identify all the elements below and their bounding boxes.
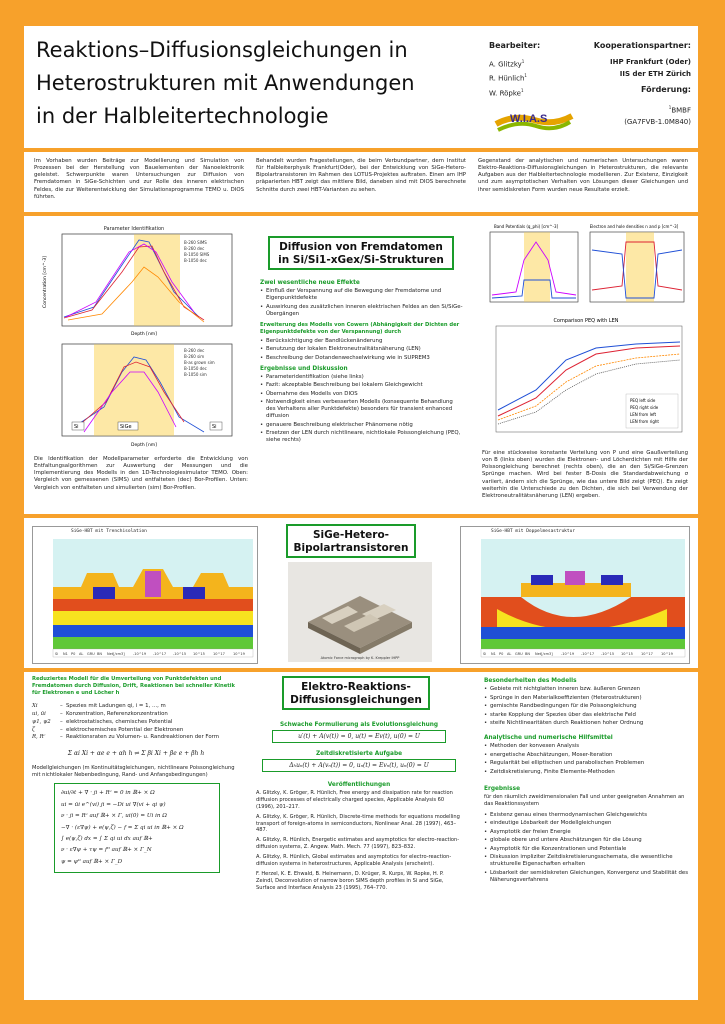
poster-title [36,34,476,133]
publication: A. Glitzky, R. Hünlich, Energetic estimates and asymptotics for electro-reaction-diffusion systems, Z. Angew. Math. Mech. 77 (1997), 823–832. [256,837,460,851]
model-column [32,676,240,873]
diffusion-title-box [268,236,454,270]
list-item: • Diskussion impliziter Zeitdiskretisierungsschemata, die wesentliche strukturelle Eigenschaften erhalten [484,854,690,868]
weak-title: Schwache Formulierung als Evolutionsgleichung [280,722,438,728]
electro-title-box [282,676,430,710]
equation: −∇ · (ε∇ψ) + e(ψ,ζ) − f = Σ qi ui in ℝ+ × Ω [61,824,184,831]
svg-text:B-1050 SIMS: B-1050 SIMS [184,252,210,257]
svg-text:Comparison PEQ with LEN: Comparison PEQ with LEN [553,318,619,324]
svg-text:B-260 dec: B-260 dec [184,246,205,251]
peq-legend [626,394,678,428]
peq-charts [476,220,690,448]
svg-text:-10^15: -10^15 [173,652,187,656]
list-item: • genauere Beschreibung elektrischer Phänomene nötig [260,422,464,429]
svg-text:Concentration [cm^-3]: Concentration [cm^-3] [43,256,48,308]
electro-middle [256,718,462,894]
equation: ν · ji = Rᶜ auf ℝ+ × Γ, ui(0) = Ui in Ω [61,813,167,820]
author-2: R. Hünlich$^1$ [489,73,527,83]
svg-text:P0: P0 [71,652,76,656]
svg-text:Depth [nm]: Depth [nm] [131,332,157,337]
logo-icon [494,106,574,136]
kooperation-label: Kooperationspartner: [593,41,691,50]
diffusion-title-2: in Si/Si1-xGex/Si-Strukturen [278,254,444,267]
svg-text:Si: Si [483,652,487,656]
hbt-title-2: Bipolartransistoren [293,542,409,555]
svg-text:GRU: GRU [515,652,523,656]
list-item: • Asymptotik für die Konzentrationen und Potentiale [484,846,690,853]
publication: F. Herzel, K. E. Ehwald, B. Heinemann, D. Krüger, R. Kurps, W. Ropke, H. P. Zeindl, Deconvolution of narrow boron SIMS depth profiles in Si and SiGe, Surface and Interface Analysis 23 (1995), 764–770. [256,870,444,891]
svg-text:SiGe: SiGe [120,424,132,430]
list-item: • Asymptotik der freien Energie [484,829,690,836]
bottom-panel [24,672,698,1000]
hbt-panel [24,518,698,668]
foerderung-label: Förderung: [641,85,691,94]
left-sim-plot [33,527,258,664]
disc-equation: Δₕuₙ(t) + A(vₙ(t)) = 0, uₙ(t) = Evₙ(t), uₙ(0) = U [262,759,456,772]
svg-text:AL: AL [79,652,84,656]
author-1: A. Glitzky$^1$ [489,59,525,69]
svg-text:AL: AL [507,652,512,656]
effects-title: Zwei wesentliche neue Effekte [260,280,360,286]
svg-text:Electron and hole densities n: Electron and hole densities n and p [cm^-3] [589,224,679,229]
ergebnisse-title: Ergebnisse [484,785,520,792]
svg-text:LEN from left: LEN from left [630,412,657,417]
list-item: • energetische Abschätzungen, Moser-Iteration [484,752,690,759]
svg-text:-10^17: -10^17 [153,652,167,656]
tools-title: Analytische und numerische Hilfsmittel [484,735,613,742]
right-sim-image [460,526,690,664]
right-caption: Für eine stückweise konstante Verteilung von P und eine Gaußverteilung von B (links oben) wurden die Elektronen- und Löcherdichten mit Hilfe der Poissongleichung berechnet (rechts oben), die an den Si/SiGe-Grenzen Sprünge machen. Wird bei fester B-Dosis die Standardabweichung σ variiert, ändern sich die Sprünge, wie das untere Bild zeigt (PEQ). Es zeigt weiterhin die Unterschiede zu den Dichten, die sich bei Verwendung der Elektroneutralitätsnäherung (LEN) ergeben. [482,450,688,499]
equation: ψ = ψᴰ auf ℝ+ × Γ_D [61,858,123,865]
svg-text:N1: N1 [63,652,68,656]
svg-text:GRU: GRU [87,652,95,656]
svg-text:PEQ left side: PEQ left side [630,398,656,403]
list-item: • Fazit: akzeptable Beschreibung bei lokalem Gleichgewicht [260,382,464,389]
left-sim-label: SiGe-HBT mit Trenchisolation [71,529,147,534]
svg-text:BN: BN [97,652,103,656]
list-item: • Beschreibung der Dotandenwechselwirkung wie in SUPREM3 [260,355,464,362]
svg-text:Parameter Identifikation: Parameter Identifikation [103,226,165,232]
equation: ∂ui/∂t + ∇ · ji + Rᶜ = 0 in ℝ+ × Ω [61,790,155,797]
funding: $^1$BMBF [668,105,691,115]
symbol-row: Xi – Spezies mit Ladungen qi, i = 1, ..., m [32,703,166,710]
list-item: • Zeitdiskretisierung, Finite Elemente-Methoden [484,769,690,776]
author-3: W. Röpke$^1$ [489,87,524,97]
equation: ui = ūi e^(vi) ji = −Di ui ∇(vi + qi ψ) [61,801,166,808]
reaction-equation: Σ αi Xi + αe e + αh h ⇌ Σ βi Xi + βe e + βh h [67,750,205,758]
afm-micrograph [288,562,432,662]
bearbeiter-label: Bearbeiter: [489,41,541,50]
electro-title-2: Diffusionsgleichungen [290,694,422,707]
svg-text:B-260 sim: B-260 sim [184,354,205,359]
svg-text:10^17: 10^17 [213,652,225,656]
title-line-2: Heterostrukturen mit Anwendungen [36,71,415,95]
list-item: • Einfluß der Verspannung auf die Bewegung der Fremdatome und Eigenpunktdefekte [260,288,464,302]
symbol-row: ψ1, ψ2 – elektrostatisches, chemisches Potential [32,718,173,725]
right-sim-plot [461,527,690,664]
partner-1: IHP Frankfurt (Oder) [609,58,691,66]
special-list [484,686,690,727]
svg-text:10^19: 10^19 [233,652,245,656]
intro-col-2: Behandelt wurden Fragestellungen, die beim Verbundpartner, dem Institut für Halbleiterphysik Frankfurt(Oder), bei der Entwicklung von SiGe-Hetero-Bipolartransistoren im Rahmen des LOTUS-Projektes auftraten. Einen am IHP präparierten HBT zeigt das mittlere Bild, daneben sind mit DIOS berechnete Schnitte durch zwei HBT-Varianten zu sehen. [256,158,466,193]
svg-text:-10^17: -10^17 [581,652,595,656]
svg-text:P0: P0 [499,652,504,656]
intro-panel [24,152,698,212]
wias-logo [494,106,574,136]
list-item: • Auswirkung des zusätzlichen inneren elektrischen Feldes an den Si/SiGe-Übergängen [260,304,464,318]
svg-text:BN: BN [525,652,531,656]
svg-text:B-260 SIMS: B-260 SIMS [184,240,207,245]
svg-text:Net[/cm3]: Net[/cm3] [535,652,553,656]
svg-text:B-as grown sim: B-as grown sim [184,360,215,365]
pub-list [256,790,462,891]
svg-text:-10^15: -10^15 [601,652,615,656]
svg-text:Atomic Force micrograph by K.: Atomic Force micrograph by K. Kreppler IHPP [320,656,400,660]
svg-text:Band Potentials (q_phi) [cm^-3: Band Potentials (q_phi) [cm^-3] [493,224,559,229]
list-item: • Notwendigkeit eines verbesserten Modells (konsequente Behandlung des Verhaltens aller Punktdefekte) besonders für transient enhanced diffusion [260,399,464,420]
results-list [260,374,464,445]
list-item: • Ersetzen der LEN durch nichtlineare, nichtlokale Poissongleichung (PEQ, siehe rechts) [260,430,464,444]
funding-code: (GA7FVB-1.0M840) [624,118,691,127]
diffusion-title-1: Diffusion von Fremdatomen [279,241,443,253]
list-item: • gemischte Randbedingungen für die Poissongleichung [484,703,690,710]
svg-text:B-260 dec: B-260 dec [184,348,205,353]
svg-text:Si: Si [55,652,59,656]
special-title: Besonderheiten des Modells [484,678,577,684]
partner-2: IIS der ETH Zürich [619,70,691,78]
weak-equation: u′(t) + A(v(t)) = 0, u(t) = Ev(t), u(0) = U [272,730,446,743]
svg-text:B-1050 sim: B-1050 sim [184,372,207,377]
hbt-title-1: SiGe-Hetero- [312,529,390,541]
svg-text:10^17: 10^17 [641,652,653,656]
right-sim-label: SiGe-HBT mit Doppelmesastruktur [491,529,575,534]
eq-title: Modellgleichungen (m Kontinuitätsgleichungen, nichtlineare Poissongleichung mit nichtlokaler Nebenbedingung, Rand- und Anfangsbedingungen) [32,765,235,779]
intro-col-1: Im Vorhaben wurden Beiträge zur Modellierung und Simulation von Prozessen bei der Herstellung von Bauelementen der Nanoelektronik geleistet. Schwerpunkte waren Untersuchungen zur Diffusion von Fremdatomen in SiGe-Schichten und zur Rolle des inneren elektrischen Feldes, die zur Weiterentwicklung der Simulationsprogramme TEMO u. DIOS führten. [34,158,244,200]
svg-text:10^15: 10^15 [193,652,205,656]
svg-text:-10^19: -10^19 [133,652,147,656]
left-charts [34,222,248,460]
svg-text:LEN from right: LEN from right [630,419,659,424]
list-item: • Parameteridentifikation (siehe links) [260,374,464,381]
ergebnisse-list [484,812,690,884]
svg-text:Si: Si [212,424,217,430]
authors-block [489,40,569,99]
electro-title-1: Elektro-Reaktions- [301,681,411,693]
diffusion-middle-text [260,276,464,446]
list-item: • Sprünge in den Materialkoeffizienten (Heterostrukturen) [484,695,690,702]
svg-text:PEQ right side: PEQ right side [630,405,659,410]
model-header: Reduziertes Modell für die Umverteilung von Punktdefekten und Fremdatomen durch Diffusion, Drift, Reaktionen bei schneller Kinetik für Elektronen e und Löcher h [32,676,235,697]
svg-text:B-1050 dec: B-1050 dec [184,258,207,263]
micrograph-image [288,562,432,662]
equation: ν · ε∇ψ + τψ = fᴳ auf ℝ+ × Γ_N [61,847,152,854]
publication: A. Glitzky, R. Hünlich, Global estimates and asymptotics for electro-reaction-diffusion systems in heterostructures, Applicable Analysis (erscheint). [256,854,452,867]
svg-text:10^19: 10^19 [661,652,673,656]
list-item: • Methoden der konvexen Analysis [484,743,690,750]
title-line-1: Reaktions–Diffusionsgleichungen in [36,38,408,62]
model-equations-box [54,783,220,873]
publication: A. Glitzky, K. Gröger, R. Hünlich, Discrete-time methods for equations modelling transport of foreign-atoms in semiconductors, Nonlinear Anal. 28 (1997), 463–487. [256,813,460,834]
cowern-list [260,338,464,362]
list-item: • eindeutige Lösbarkeit der Modellgleichungen [484,820,690,827]
svg-text:Depth [nm]: Depth [nm] [131,443,157,448]
list-item: • Regularität bei elliptischen und parabolischen Problemen [484,760,690,767]
list-item: • steife Nichtlinearitäten durch Reaktionen hoher Ordnung [484,720,690,727]
list-item: • Berücksichtigung der Bandlückenänderung [260,338,464,345]
symbol-row: R, Rᶜ – Reaktionsraten zu Volumen- u. Randreaktionen der Form [32,734,220,741]
symbol-row: ζ – elektrochemisches Potential der Elektronen [32,726,184,733]
cowern-title: Erweiterung des Modells von Cowern (Abhängigkeit der Dichten der Eigenpunktdefekte von der Verspannung) durch [260,321,460,335]
left-sim-image [32,526,258,664]
svg-text:Si: Si [74,424,79,430]
effects-list [260,288,464,318]
svg-text:W.I.A.S: W.I.A.S [510,113,548,125]
list-item: • Lösbarkeit der semidiskreten Gleichungen, Konvergenz und Stabilität des Näherungsverfahrens [484,870,690,884]
header-panel [24,26,698,148]
symbol-table [32,703,240,742]
list-item: • starke Kopplung der Spezies über das elektrische Feld [484,712,690,719]
publication: A. Glitzky, K. Gröger, R. Hünlich, Free energy and dissipation rate for reaction diffusion processes of electrically charged species, Applicable Analysis 60 (1996), 201–217. [256,790,453,810]
disc-title: Zeitdiskretisierte Aufgabe [315,751,403,757]
intro-col-3: Gegenstand der analytischen und numerischen Untersuchungen waren Elektro-Reaktions-Diffusionsgleichungen in Heterostrukturen, die relevante Aufgaben aus der Halbleitertechnologie modellieren. Zur Existenz, Einzigkeit und zum asymptotischen Verhalten von Lösungen dieser Gleichungen und ihrer semidiskreten Form wurden neue Resultate erzielt. [478,158,688,193]
symbol-row: ui, ūi – Konzentration, Referenzkonzentration [32,710,168,717]
equation: ∫ e(ψ,ζ) dx = ∫ Σ qi ui dx auf ℝ+ [61,836,153,843]
special-column [484,676,690,885]
svg-text:N1: N1 [491,652,496,656]
hbt-title-box [286,524,416,558]
title-line-3: in der Halbleitertechnologie [36,104,329,128]
tools-list [484,743,690,776]
left-caption: Die Identifikation der Modellparameter erforderte die Entwicklung von Entfaltungsalgorithmen zur Auswertung der Messungen und die Implementierung des Modells in den 1D-Technologiesimulator TEMO. Oben: Vergleich von gemessenen (SIMS) und entfalteten (dec) Bor-Profilen. Unten: Vergleich von entfalteten und simulierten (sim) Bor-Profilen. [34,456,248,491]
parameter-identification-chart [34,222,248,460]
partners-block [579,40,691,128]
list-item: • Gebiete mit nichtglatten inneren bzw. äußeren Grenzen [484,686,690,693]
diffusion-panel [24,216,698,514]
list-item: • globale obere und untere Abschätzungen für die Lösung [484,837,690,844]
list-item: • Übernahme des Modells von DIOS [260,391,464,398]
svg-text:10^15: 10^15 [621,652,633,656]
svg-text:Net[/cm3]: Net[/cm3] [107,652,125,656]
svg-text:-10^19: -10^19 [561,652,575,656]
svg-text:B-1050 dec: B-1050 dec [184,366,207,371]
legend-top [184,240,210,263]
right-charts [476,220,690,448]
list-item: • Existenz genau eines thermodynamischen Gleichgewichts [484,812,690,819]
ergebnisse-intro: für den räumlich zweidimensionalen Fall und unter geeigneten Annahmen an das Reaktionssystem [484,793,685,807]
list-item: • Benutzung der lokalen Elektroneutralitätsnäherung (LEN) [260,346,464,353]
pub-title: Veröffentlichungen [327,782,391,788]
results-title: Ergebnisse und Diskussion [260,365,348,372]
